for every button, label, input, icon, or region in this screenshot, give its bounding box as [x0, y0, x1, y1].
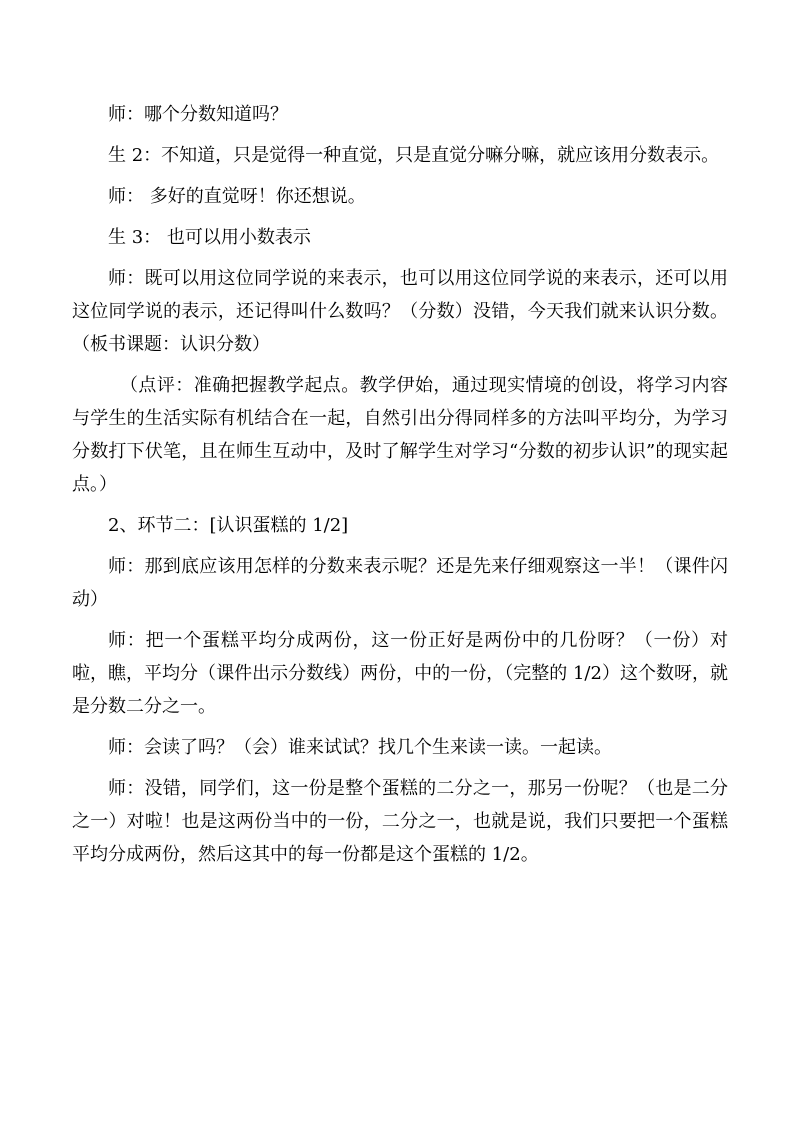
- section-heading: 2、环节二：[认识蛋糕的 1/2]: [108, 515, 349, 536]
- teacher-line-3: 师：既可以用这位同学说的来表示，也可以用这位同学说的来表示，还可以用这位同学说的表示，还记得叫什么数吗？（分数）没错，今天我们就来认识分数。（板书课题：认识分数）: [72, 268, 728, 355]
- teacher-line-2: 师： 多好的直觉呀！你还想说。: [108, 186, 366, 207]
- teacher-line-1: 师：哪个分数知道吗？: [108, 104, 288, 125]
- teacher-line-7: 师：没错，同学们，这一份是整个蛋糕的二分之一，那另一份呢？（也是二分之一）对啦！也是这两份当中的一份，二分之一，也就是说，我们只要把一个蛋糕平均分成两份，然后这其中的每一份都是这个蛋糕的 1/2。: [72, 778, 728, 865]
- student-3-line: 生 3： 也可以用小数表示: [108, 227, 311, 248]
- document-page: [72, 98, 728, 879]
- teacher-line-4: 师：那到底应该用怎样的分数来表示呢？还是先来仔细观察这一半！（课件闪动）: [72, 556, 728, 610]
- commentary-note: （点评：准确把握教学起点。教学伊始，通过现实情境的创设，将学习内容与学生的生活实际有机结合在一起，自然引出分得同样多的方法叫平均分，为学习分数打下伏笔，且在师生互动中，及时了解学生对学习“分数的初步认识”的现实起点。）: [72, 375, 728, 495]
- teacher-line-6: 师：会读了吗？（会）谁来试试？找几个生来读一读。一起读。: [108, 737, 612, 758]
- student-2-line: 生 2：不知道，只是觉得一种直觉，只是直觉分嘛分嘛，就应该用分数表示。: [108, 145, 720, 166]
- teacher-line-5: 师：把一个蛋糕平均分成两份，这一份正好是两份中的几份呀？（一份）对啦，瞧，平均分（课件出示分数线）两份，中的一份，（完整的 1/2）这个数呀，就是分数二分之一。: [72, 630, 728, 717]
